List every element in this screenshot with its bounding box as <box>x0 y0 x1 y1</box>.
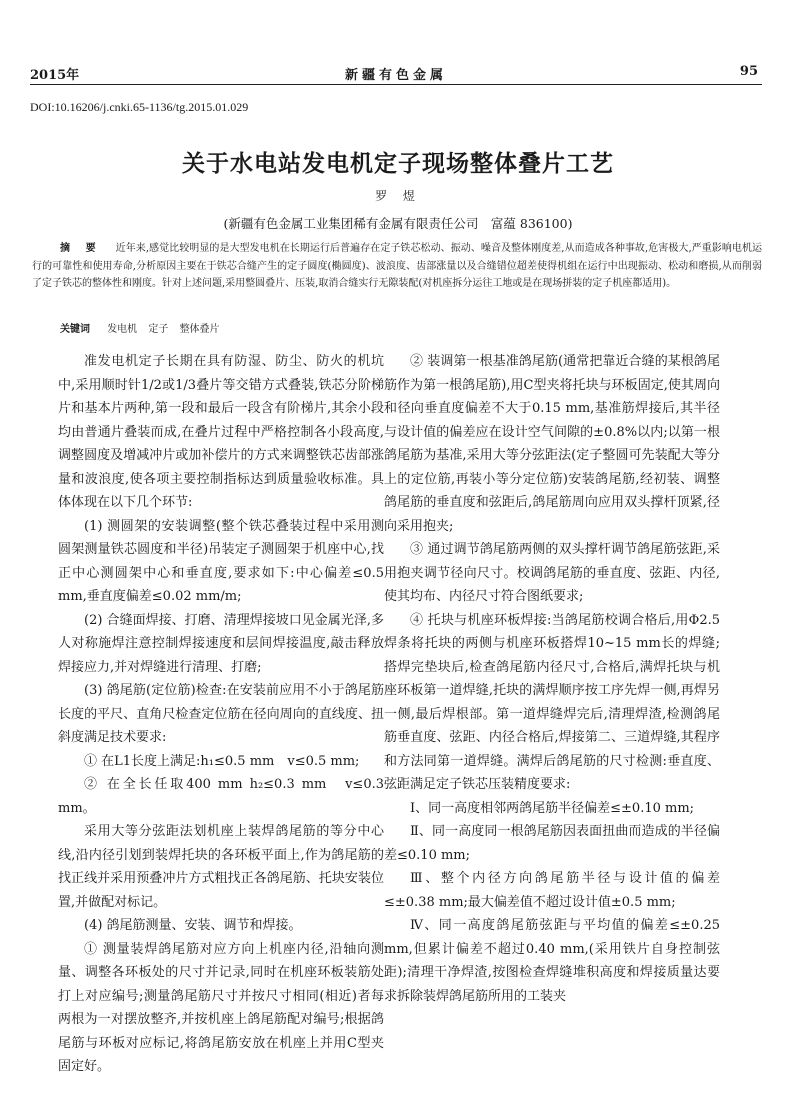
paragraph: (1) 测圆架的安装调整(整个铁芯叠装过程中采用测圆架测量铁芯圆度和半径)吊装定子测圆架于机座中心,找正中心测圆架中心和垂直度,要求如下:中心偏差≤0.5 mm,垂直度偏差≤0.02 mm/m; <box>58 518 384 604</box>
keyword-item: 定子 <box>148 324 169 335</box>
running-header <box>30 62 762 85</box>
abstract <box>32 240 762 293</box>
article-author: 罗 煜 <box>375 189 421 203</box>
paragraph: ② 在全长任取400 mm h₂≤0.3 mm v≤0.3 mm。 <box>58 777 384 816</box>
paragraph: Ⅰ、同一高度相邻两鸽尾筋半径偏差≤±0.10 mm; <box>410 800 695 816</box>
keyword-item: 整体叠片 <box>179 324 220 335</box>
keywords-label: 关键词 <box>60 324 90 335</box>
paragraph: ③ 通过调节鸽尾筋两侧的双头撑杆调节鸽尾筋弦距,采用抱夹调节径向尺寸。校调鸽尾筋的垂直度、弦距、内径,使其均布、内径尺寸符合图纸要求; <box>384 542 720 604</box>
paragraph: ④ 托块与机座环板焊接:当鸽尾筋校调合格后,用Φ2.5焊条将托块的两侧与机座环板搭焊10~15 mm长的焊缝;搭焊完垫块后,检查鸽尾筋内径尺寸,合格后,满焊托块与机座环板第一道焊缝,托块的满焊顺序按工序先焊一侧,再焊另一侧,最后焊根部。第一道焊缝焊完后,清理焊渣,检测鸽尾筋垂直度、弦距、内径合格后,焊接第二、三道焊缝,其程序和方法同第一道焊缝。满焊后鸽尾筋的尺寸检测:垂直度、弦距满足定子铁芯压装精度要求: <box>384 612 720 792</box>
body-left-column <box>58 350 384 1079</box>
paragraph: (3) 鸽尾筋(定位筋)检查:在安装前应用不小于鸽尾筋长度的平尺、直角尺检查定位筋在径向周向的直线度、扭斜度满足技术要求: <box>58 683 384 745</box>
paragraph: ① 在L1长度上满足:h₁≤0.5 mm v≤0.5 mm; <box>84 753 360 769</box>
keywords <box>32 320 228 335</box>
paragraph: ② 装调第一根基准鸽尾筋(通常把靠近合缝的某根鸽尾筋作为第一根鸽尾筋),用C型夹将托块与环板固定,使其周向和径向垂直度偏差不大于0.15 mm,基准筋焊接后,其半径与设计值的偏差应在设计空气间隙的±0.8%以内;以第一根鸽尾筋为基准,采用大等分弦距法(定子整圆可先装配大等分上的定位筋,再装小等分定位筋)安装鸽尾筋,经初装、调整鸽尾筋的垂直度和弦距后,鸽尾筋周向应用双头撑杆顶紧,径向采用抱夹; <box>384 354 720 534</box>
paragraph: ① 测量装焊鸽尾筋对应方向上机座内径,沿轴向测量、调整各环板处的尺寸并记录,同时在机座环板装筋处打上对应编号;测量鸽尾筋尺寸并按尺寸相同(相近)者每两根为一对摆放整齐,并按机座上鸽尾筋配对编号;根据鸽尾筋与环板对应标记,将鸽尾筋安放在机座上并用C型夹固定好。 <box>58 941 384 1074</box>
header-journal-name: 新疆有色金属 <box>344 68 447 83</box>
paragraph: 采用大等分弦距法划机座上装焊鸽尾筋的等分中心线,沿内径引划到装焊托块的各环板平面上,作为鸽尾筋的找正线并采用预叠冲片方式粗找正各鸽尾筋、托块安装位置,并做配对标记。 <box>58 824 384 910</box>
author-affiliation: (新疆有色金属工业集团稀有金属有限责任公司 富蕴 836100) <box>223 216 573 231</box>
doi-line: DOI:10.16206/j.cnki.65-1136/tg.2015.01.029 <box>30 100 249 114</box>
header-year: 2015年 <box>30 68 80 83</box>
body-right-column <box>384 350 720 1008</box>
article-title: 关于水电站发电机定子现场整体叠片工艺 <box>182 150 614 177</box>
paragraph: (2) 合缝面焊接、打磨、清理焊接坡口见金属光泽,多人对称施焊注意控制焊接速度和层间焊接温度,敲击释放焊接应力,并对焊缝进行清理、打磨; <box>58 612 384 675</box>
paragraph: Ⅳ、同一高度鸽尾筋弦距与平均值的偏差≤±0.25 mm,但累计偏差不超过0.40 mm,(采用铁片自身控制弦距);清理干净焊渣,按图检查焊缝堆积高度和焊接质量达要求拆除装焊鸽尾筋所用的工装夹 <box>384 918 720 1004</box>
paragraph: Ⅱ、同一高度同一根鸽尾筋因表面扭曲而造成的半径偏差≤0.10 mm; <box>384 824 720 863</box>
paragraph: Ⅲ、整个内径方向鸽尾筋半径与设计值的偏差≤±0.38 mm;最大偏差值不超过设计值±0.5 mm; <box>384 871 720 910</box>
paragraph: 准发电机定子长期在具有防湿、防尘、防火的机坑中,采用顺时针1/2或1/3叠片等交错方式叠装,铁芯分阶梯片和基本片两种,第一段和最后一段含有阶梯片,其余小段均由普通片叠装而成,在叠片过程中严格控制各小段高度,调整圆度及增减冲片或加补偿片的方式来调整铁芯齿部涨量和波浪度,使各项主要控制指标达到质量验收标准。具体体现在以下几个环节: <box>58 354 384 510</box>
abstract-label: 摘 要 <box>60 243 102 254</box>
paragraph: (4) 鸽尾筋测量、安装、调节和焊接。 <box>84 918 302 933</box>
keyword-item: 发电机 <box>107 324 138 335</box>
header-page-number: 95 <box>739 64 758 79</box>
abstract-text: 近年来,感觉比较明显的是大型发电机在长期运行后普遍存在定子铁芯松动、振动、噪音及整体刚度差,从而造成各种事故,危害极大,严重影响电机运行的可靠性和使用寿命,分析原因主要在于铁芯合缝产生的定子圆度(椭圆度)、波浪度、齿部涨量以及合缝错位超差使得机组在运行中出现振动、松动和磨损,从而削弱了定子铁芯的整体性和刚度。针对上述问题,采用整圆叠片、压装,取消合缝实行无隙装配(对机座拆分运往工地或是在现场拼装的定子机座都适用)。 <box>32 243 763 289</box>
